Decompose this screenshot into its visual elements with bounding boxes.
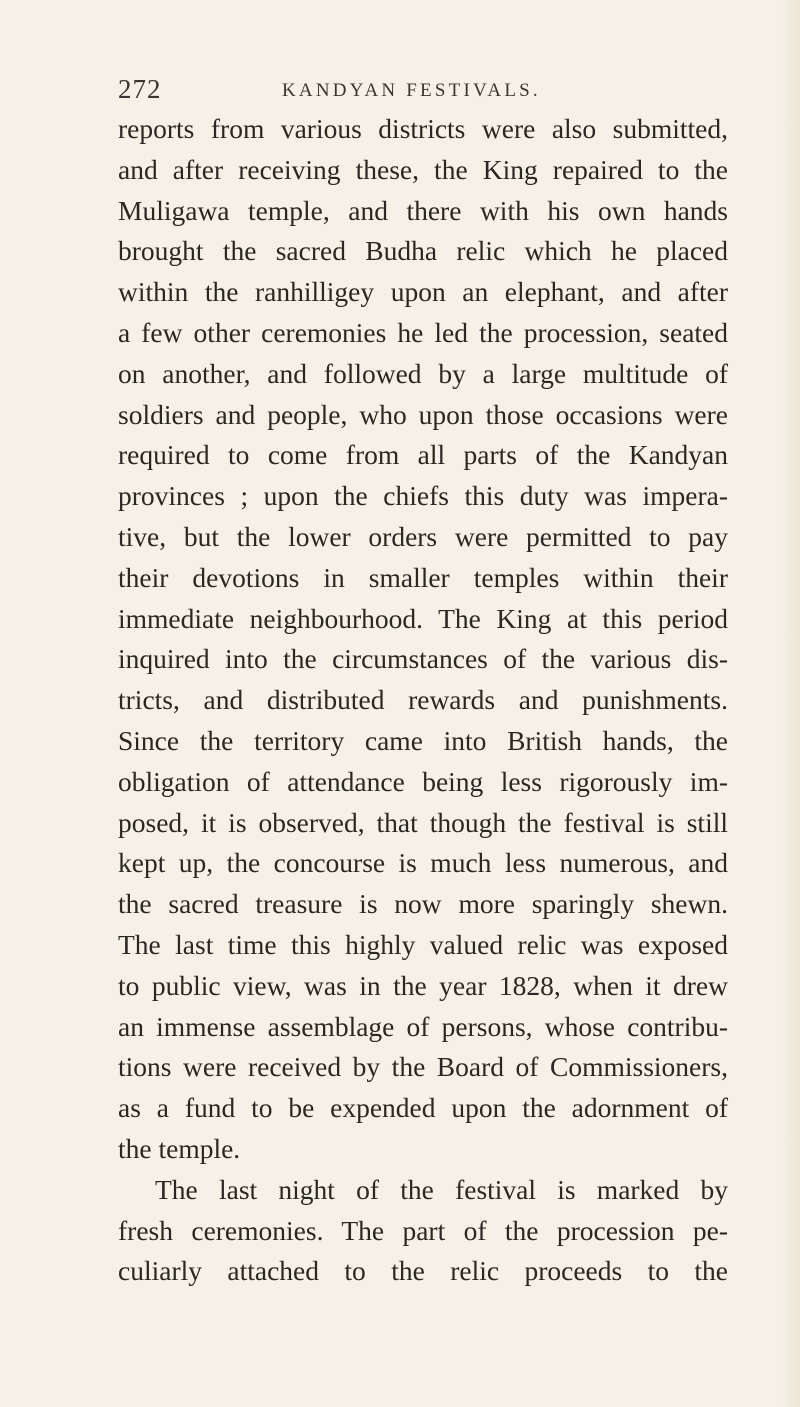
text-line: The last night of the festival is marked by xyxy=(155,1173,728,1205)
text-line: obligation of attendance being less rigorously im- xyxy=(118,765,728,797)
page-header xyxy=(118,70,718,110)
text-line: tricts, and distributed rewards and punishments. xyxy=(118,684,728,716)
text-line: the temple. xyxy=(118,1132,241,1164)
running-head: KANDYAN FESTIVALS. xyxy=(282,80,541,101)
text-line: soldiers and people, who upon those occasions were xyxy=(118,398,728,430)
paragraph-1 xyxy=(118,109,728,1170)
text-line: Since the territory came into British hands, the xyxy=(118,724,728,756)
text-line: tive, but the lower orders were permitted to pay xyxy=(118,520,728,552)
text-line: posed, it is observed, that though the festival is still xyxy=(118,806,728,838)
text-line: kept up, the concourse is much less numerous, and xyxy=(118,847,728,879)
paragraph-2 xyxy=(118,1170,728,1292)
body-text xyxy=(118,109,728,1292)
text-line: and after receiving these, the King repaired to the xyxy=(118,153,728,185)
text-line: provinces ; upon the chiefs this duty was impera- xyxy=(118,480,728,512)
text-line: their devotions in smaller temples within their xyxy=(118,561,728,593)
text-line: inquired into the circumstances of the various dis- xyxy=(118,643,728,675)
text-line: tions were received by the Board of Commissioners, xyxy=(118,1051,728,1083)
page-edge-shadow xyxy=(782,0,800,1407)
text-line: to public view, was in the year 1828, when it drew xyxy=(118,969,728,1001)
text-line: required to come from all parts of the Kandyan xyxy=(118,439,728,471)
text-line: on another, and followed by a large multitude of xyxy=(118,357,728,389)
text-line: reports from various districts were also submitted, xyxy=(118,113,728,144)
text-line: a few other ceremonies he led the procession, seated xyxy=(118,316,728,348)
page-number: 272 xyxy=(118,74,162,104)
text-line: as a fund to be expended upon the adornment of xyxy=(118,1092,728,1124)
text-line: an immense assemblage of persons, whose contribu- xyxy=(118,1010,728,1042)
text-line: brought the sacred Budha relic which he placed xyxy=(118,235,728,267)
text-line: Muligawa temple, and there with his own hands xyxy=(118,194,728,226)
text-line: fresh ceremonies. The part of the procession pe- xyxy=(118,1214,728,1246)
text-line: immediate neighbourhood. The King at this period xyxy=(118,602,728,634)
text-line: culiarly attached to the relic proceeds to the xyxy=(118,1255,728,1287)
text-line: the sacred treasure is now more sparingly shewn. xyxy=(118,888,728,920)
text-line: The last time this highly valued relic was exposed xyxy=(118,928,728,960)
text-line: within the ranhilligey upon an elephant, and after xyxy=(118,276,728,308)
